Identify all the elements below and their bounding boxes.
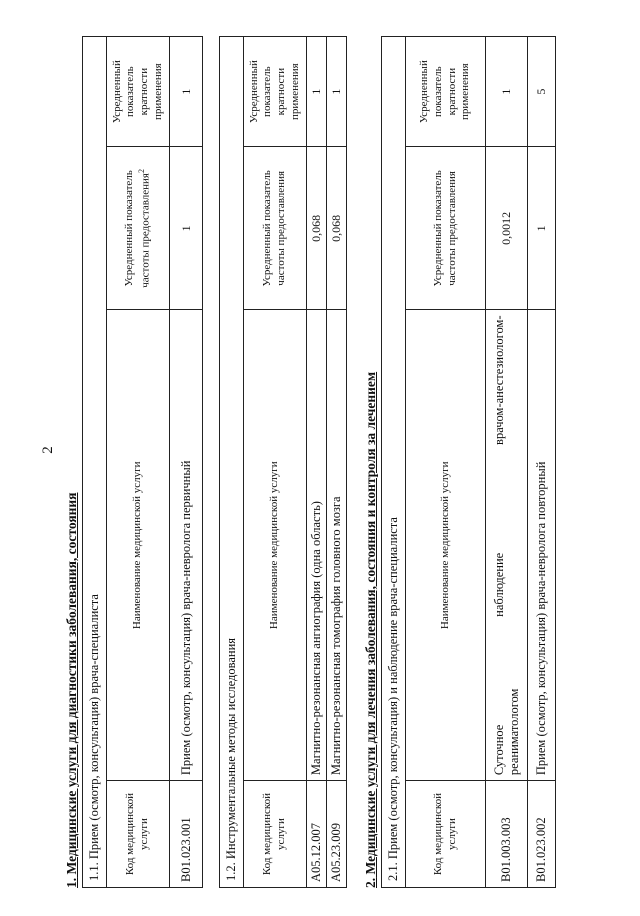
multiplicity-value: 1	[327, 37, 347, 147]
section-1-number: 1.	[64, 877, 79, 888]
service-name-line-2: реаниматологом	[506, 688, 521, 776]
table-1-1	[82, 36, 203, 888]
service-code: A05.12.007	[307, 781, 327, 888]
rotated-page-content	[62, 36, 640, 888]
service-code: B01.023.001	[170, 781, 203, 888]
table-2-1	[381, 36, 556, 888]
header-frequency: Усредненный показатель частоты предоставления	[244, 147, 307, 310]
frequency-value: 0,068	[327, 147, 347, 310]
service-code: B01.023.002	[528, 781, 556, 888]
header-code: Код медицинской услуги	[244, 781, 307, 888]
table-row	[327, 37, 347, 888]
table-row	[528, 37, 556, 888]
header-multiplicity: Усредненный показатель кратности применения	[406, 37, 486, 147]
multiplicity-value: 5	[528, 37, 556, 147]
service-code: A05.23.009	[327, 781, 347, 888]
service-name: Магнитно-резонансная ангиография (одна область)	[307, 310, 327, 781]
subsection-1-2-title: 1.2. Инструментальные методы исследования	[220, 37, 244, 888]
service-name: Прием (осмотр, консультация) врача-невролога повторный	[528, 310, 556, 781]
subsection-2-1-title: 2.1. Прием (осмотр, консультация) и наблюдение врача-специалиста	[382, 37, 406, 888]
header-frequency: Усредненный показатель частоты предоставления	[406, 147, 486, 310]
table-row	[170, 37, 203, 888]
frequency-value: 0,0012	[486, 147, 528, 310]
header-frequency-text: Усредненный показатель частоты предоставления	[122, 170, 152, 288]
section-2-heading: Медицинские услуги для лечения заболевания, состояния и контроля за лечением	[363, 371, 378, 875]
header-code: Код медицинской услуги	[107, 781, 170, 888]
service-code: B01.003.003	[486, 781, 528, 888]
subsection-1-1-title: 1.1. Прием (осмотр, консультация) врача-специалиста	[83, 37, 107, 888]
table-row	[307, 37, 327, 888]
multiplicity-value: 1	[170, 37, 203, 147]
section-2-number: 2.	[363, 877, 378, 888]
header-code: Код медицинской услуги	[406, 781, 486, 888]
service-name: Магнитно-резонансная томография головного мозга	[327, 310, 347, 781]
footnote-marker: 2	[136, 169, 146, 174]
frequency-value: 1	[528, 147, 556, 310]
multiplicity-value: 1	[486, 37, 528, 147]
section-2-title	[361, 36, 381, 888]
header-multiplicity: Усредненный показатель кратности применения	[244, 37, 307, 147]
header-name: Наименование медицинской услуги	[406, 310, 486, 781]
header-frequency	[107, 147, 170, 310]
page-number: 2	[39, 446, 56, 454]
section-1-title	[62, 36, 82, 888]
table-row	[486, 37, 528, 888]
header-multiplicity: Усредненный показатель кратности применения	[107, 37, 170, 147]
service-name-word: наблюдение	[491, 552, 506, 617]
service-name-word: врачом-анестезиологом-	[491, 315, 506, 445]
header-name: Наименование медицинской услуги	[107, 310, 170, 781]
frequency-value: 0,068	[307, 147, 327, 310]
multiplicity-value: 1	[307, 37, 327, 147]
section-1-heading: Медицинские услуги для диагностики заболевания, состояния	[64, 492, 79, 875]
service-name-word: Суточное	[491, 724, 506, 776]
service-name: Прием (осмотр, консультация) врача-невролога первичный	[170, 310, 203, 781]
frequency-value: 1	[170, 147, 203, 310]
header-name: Наименование медицинской услуги	[244, 310, 307, 781]
service-name-line-1	[492, 315, 507, 775]
table-1-2	[219, 36, 347, 888]
service-name	[486, 310, 528, 781]
